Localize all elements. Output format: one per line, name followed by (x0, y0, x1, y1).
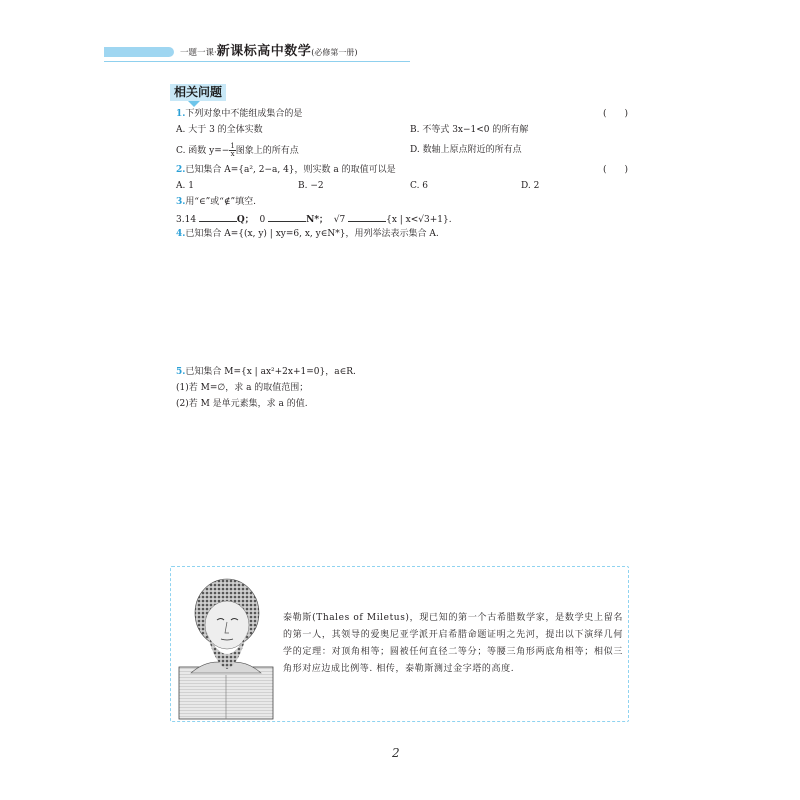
fraction-numerator: 1 (230, 142, 235, 150)
question-number: 3. (176, 197, 186, 207)
running-header (180, 44, 357, 61)
q1-option-b: B. 不等式 3x−1<0 的所有解 (410, 125, 529, 135)
q1-option-c (176, 143, 299, 158)
question-5-part-2: (2)若 M 是单元素集，求 a 的值. (176, 399, 308, 409)
thales-biography-text: 泰勒斯(Thales of Miletus)，现已知的第一个古希腊数学家，是数学史上留名的第一人，其领导的爱奥尼亚学派开启希腊命题证明之先河，提出以下演绎几何学的定理：对顶角相等；圆被任何直径二等分；等腰三角形两底角相等；相似三角形对应边成比例等. 相传，泰勒斯测过金字塔的高度. (283, 613, 623, 674)
bust-illustration-icon (177, 575, 275, 721)
header-series: 一题一课· (180, 48, 217, 58)
q1-option-a: A. 大于 3 的全体实数 (176, 125, 263, 135)
fill-3-left: √7 (333, 215, 346, 225)
question-text: 已知集合 A={(x, y) | xy=6, x, y∈N*}，用列举法表示集合 A. (185, 229, 439, 239)
fill-blank-1[interactable] (199, 213, 237, 222)
q2-option-d: D. 2 (521, 181, 540, 191)
option-c-prefix: C. 函数 y=− (176, 146, 230, 156)
header-subtitle: (必修第一册) (311, 48, 358, 57)
fill-3-right: {x | x<√3+1}. (386, 215, 452, 225)
question-1-stem (176, 108, 302, 120)
header-rule (104, 61, 410, 62)
question-text: 用“∈”或“∉”填空. (185, 197, 256, 207)
q2-option-a: A. 1 (176, 181, 194, 191)
q2-option-c: C. 6 (410, 181, 429, 191)
page-number: 2 (392, 746, 400, 760)
question-number: 1. (176, 109, 186, 119)
fill-1-left: 3.14 (176, 215, 197, 225)
fill-blank-2[interactable] (268, 213, 306, 222)
question-number: 5. (176, 367, 186, 377)
header-accent-bar (104, 47, 174, 57)
fraction-denominator: x (230, 150, 235, 158)
fill-blank-3[interactable] (348, 213, 386, 222)
question-text: 已知集合 A={a², 2−a, 4}，则实数 a 的取值可以是 (185, 165, 396, 175)
question-text: 已知集合 M={x | ax²+2x+1=0}，a∈R. (185, 367, 356, 377)
question-3-fill-row (176, 213, 452, 226)
q2-option-b: B. −2 (298, 181, 324, 191)
question-2-stem (176, 164, 396, 176)
thales-bust-image (177, 575, 275, 721)
q1-option-d: D. 数轴上原点附近的所有点 (410, 145, 522, 155)
fill-2-right: N*； (306, 215, 329, 225)
answer-parentheses: ( ) (603, 165, 629, 175)
header-title: 新课标高中数学 (216, 44, 312, 59)
question-text: 下列对象中不能组成集合的是 (185, 109, 303, 119)
answer-parentheses: ( ) (603, 109, 629, 119)
section-tag: 相关问题 (170, 84, 226, 101)
option-c-suffix: 图象上的所有点 (235, 146, 299, 156)
question-5-stem (176, 366, 356, 378)
question-5-part-1: (1)若 M=∅，求 a 的取值范围； (176, 383, 309, 393)
question-number: 4. (176, 229, 186, 239)
fill-1-right: Q； (236, 215, 254, 225)
question-4-stem (176, 228, 439, 240)
fill-2-left: 0 (259, 215, 266, 225)
question-3-stem (176, 196, 256, 208)
question-number: 2. (176, 165, 186, 175)
section-tag-pointer-icon (188, 101, 200, 107)
